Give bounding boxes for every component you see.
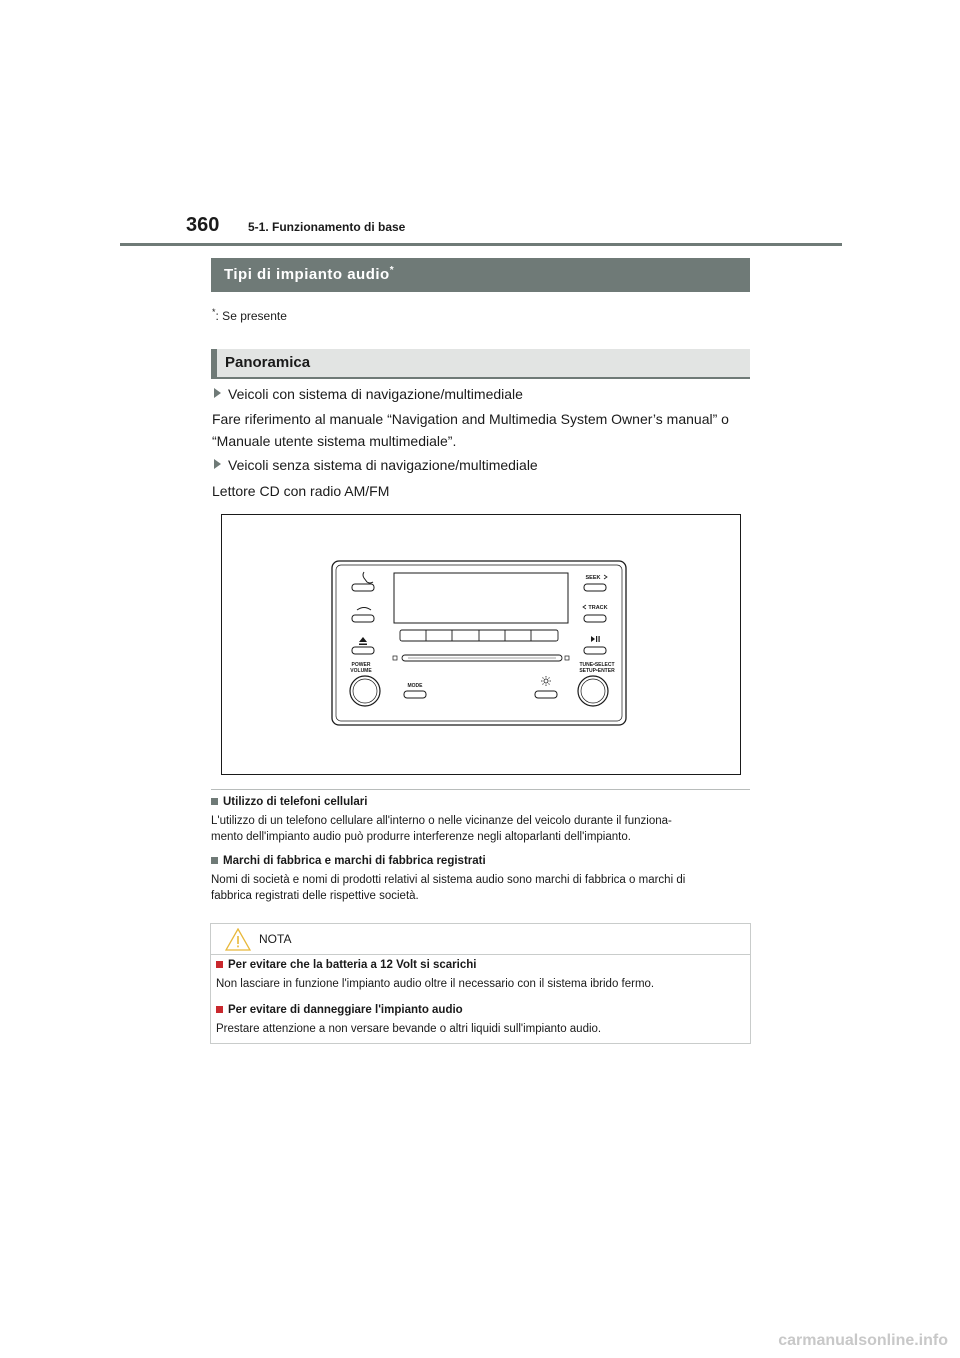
power-volume-knob [350, 676, 380, 706]
note-trademarks-line2: fabbrica registrati delle rispettive società. [211, 890, 419, 902]
red-square-bullet-icon [216, 1006, 223, 1013]
square-bullet-icon [211, 798, 218, 805]
nota-battery-title-text: Per evitare che la batteria a 12 Volt si scarichi [228, 959, 477, 971]
tune-select-label: TUNE•SELECT [579, 662, 615, 668]
seek-label: SEEK [585, 575, 601, 581]
mode-label: MODE [407, 683, 423, 689]
note-mobile-phones-body [211, 813, 751, 845]
setup-enter-label: SETUP•ENTER [579, 668, 615, 674]
page-number: 360 [186, 214, 220, 236]
paragraph-reference-line1: Fare riferimento al manuale “Navigation and Multimedia System Owner’s manual” o [212, 411, 729, 427]
section-title: Tipi di impianto audio [224, 266, 390, 283]
power-volume-label: POWER [351, 662, 371, 668]
square-bullet-icon [211, 857, 218, 864]
preset-buttons [400, 630, 558, 641]
footnote-text: : Se presente [215, 309, 287, 323]
tune-select-knob [578, 676, 608, 706]
paragraph-reference [212, 408, 757, 452]
bullet-no-navigation [214, 457, 538, 473]
nota-damage-body: Prestare attenzione a non versare bevande o altri liquidi sull'impianto audio. [216, 1023, 602, 1035]
nota-damage-title-text: Per evitare di danneggiare l'impianto audio [228, 1004, 463, 1016]
footnote [212, 307, 287, 323]
nota-box [210, 923, 751, 1044]
track-button [584, 615, 606, 622]
play-pause-button [584, 647, 606, 654]
nota-header [211, 924, 750, 955]
eject-button [352, 647, 374, 654]
note-trademarks-line1: Nomi di società e nomi di prodotti relativi al sistema audio sono marchi di fabbrica o marchi di [211, 874, 686, 886]
paragraph-cd-player: Lettore CD con radio AM/FM [212, 483, 390, 499]
cd-radio-illustration [222, 515, 742, 776]
watermark: carmanualsonline.info [778, 1332, 948, 1349]
nota-label: NOTA [259, 932, 292, 946]
note-trademarks-title [211, 855, 486, 867]
nota-damage-title [216, 1004, 463, 1016]
triangle-bullet-icon [214, 459, 221, 469]
triangle-bullet-icon [214, 388, 221, 398]
audio-unit-figure [221, 514, 741, 775]
note-trademarks-title-text: Marchi di fabbrica e marchi di fabbrica registrati [223, 855, 486, 867]
bullet-navigation [214, 386, 523, 402]
bullet-no-navigation-text: Veicoli senza sistema di navigazione/multimediale [228, 457, 538, 473]
paragraph-reference-line2: “Manuale utente sistema multimediale”. [212, 433, 457, 449]
display-screen [394, 573, 568, 623]
bullet-navigation-text: Veicoli con sistema di navigazione/multimediale [228, 386, 523, 402]
track-label: TRACK [588, 605, 608, 611]
nota-battery-body: Non lasciare in funzione l'impianto audio oltre il necessario con il sistema ibrido fermo. [216, 978, 655, 990]
note-trademarks-body [211, 872, 751, 904]
hang-up-button [352, 615, 374, 622]
nota-battery-title [216, 959, 476, 971]
mode-button [404, 691, 426, 698]
red-square-bullet-icon [216, 961, 223, 968]
phone-button [352, 584, 374, 591]
seek-button [584, 584, 606, 591]
thin-rule [211, 789, 750, 790]
section-title-mark: * [389, 265, 395, 276]
power-volume-label-2: VOLUME [350, 668, 372, 674]
note-mobile-phones-title [211, 796, 367, 808]
chapter-title: 5-1. Funzionamento di base [248, 220, 406, 234]
footnote-mark: * [212, 307, 216, 317]
section-title-bar [211, 258, 750, 292]
warning-triangle-icon [225, 928, 251, 956]
brightness-button [535, 691, 557, 698]
note-mobile-phones-title-text: Utilizzo di telefoni cellulari [223, 796, 368, 808]
overview-heading: Panoramica [211, 349, 750, 379]
header-rule [120, 243, 842, 246]
note-mobile-phones-line2: mento dell'impianto audio può produrre interferenze negli altoparlanti dell'impianto. [211, 831, 631, 843]
note-mobile-phones-line1: L'utilizzo di un telefono cellulare all'interno o nelle vicinanze del veicolo durante il funziona- [211, 815, 672, 827]
